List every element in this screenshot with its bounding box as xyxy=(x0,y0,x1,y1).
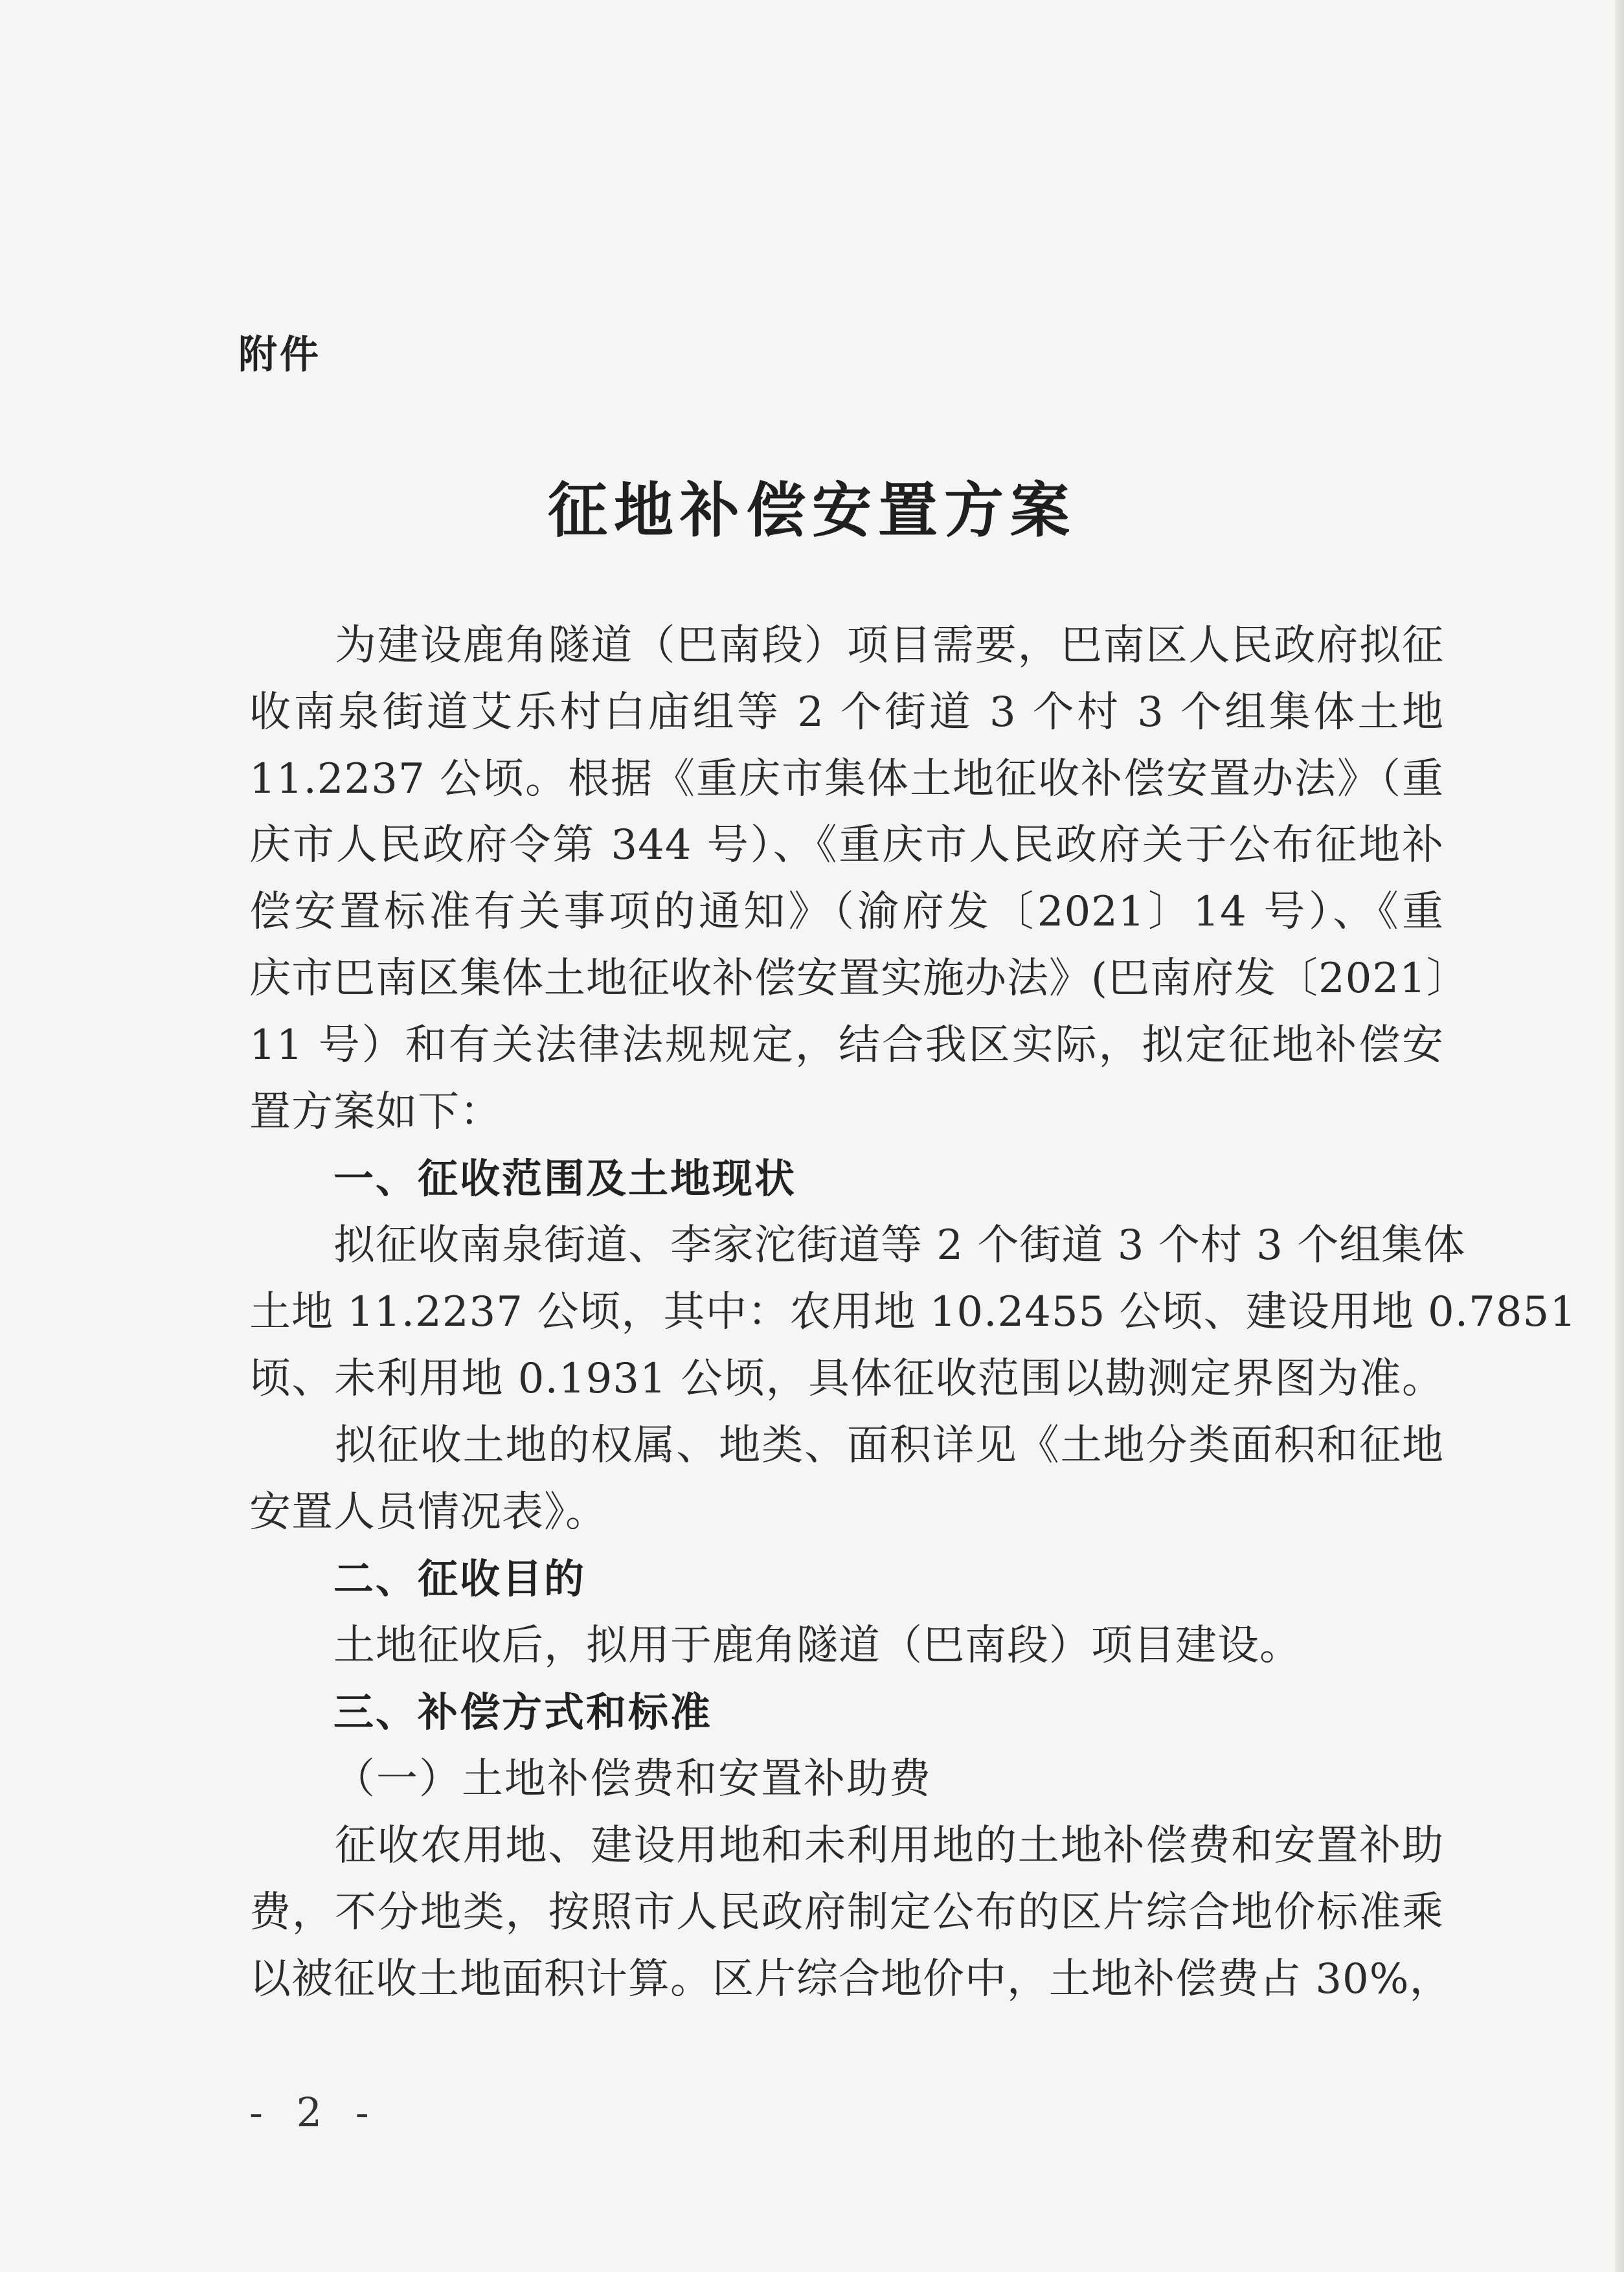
purpose-line: 土地征收后，拟用于鹿角隧道（巴南段）项目建设。 xyxy=(249,1622,1302,1670)
section-heading-3: 三、补偿方式和标准 xyxy=(333,1688,713,1736)
scope-line: 土地 11.2237 公顷，其中：农用地 10.2455 公顷、建设用地 0.7851 xyxy=(249,1288,1577,1336)
intro-line: 庆市人民政府令第 344 号）、《重庆市人民政府关于公布征地补 xyxy=(249,821,1444,869)
intro-line: 收南泉街道艾乐村白庙组等 2 个街道 3 个村 3 个组集体土地 xyxy=(249,688,1444,736)
intro-line: 偿安置标准有关事项的通知》（渝府发〔2021〕14 号）、《重 xyxy=(249,888,1444,936)
compensation-line: 费，不分地类，按照市人民政府制定公布的区片综合地价标准乘 xyxy=(249,1889,1444,1937)
scope-line: 顷、未利用地 0.1931 公顷，具体征收范围以勘测定界图为准。 xyxy=(249,1355,1444,1403)
intro-line: 庆市巴南区集体土地征收补偿安置实施办法》(巴南府发〔2021〕 xyxy=(249,955,1469,1003)
compensation-line: 征收农用地、建设用地和未利用地的土地补偿费和安置补助 xyxy=(249,1822,1444,1870)
page-number: - 2 - xyxy=(249,2089,379,2136)
compensation-line: 以被征收土地面积计算。区片综合地价中，土地补偿费占 30%， xyxy=(249,1955,1452,2003)
intro-line: 11.2237 公顷。根据《重庆市集体土地征收补偿安置办法》（重 xyxy=(249,755,1444,803)
intro-line: 11 号）和有关法律法规规定，结合我区实际，拟定征地补偿安 xyxy=(249,1021,1444,1069)
ownership-line: 拟征收土地的权属、地类、面积详见《土地分类面积和征地 xyxy=(249,1422,1444,1470)
attachment-label: 附件 xyxy=(238,332,321,378)
scope-line: 拟征收南泉街道、李家沱街道等 2 个街道 3 个村 3 个组集体 xyxy=(249,1221,1466,1269)
document-title: 征地补偿安置方案 xyxy=(547,475,1076,545)
section-heading-2: 二、征收目的 xyxy=(333,1555,587,1602)
intro-line: 为建设鹿角隧道（巴南段）项目需要，巴南区人民政府拟征 xyxy=(249,622,1444,670)
ownership-line: 安置人员情况表》。 xyxy=(249,1488,607,1536)
scan-edge xyxy=(1615,0,1624,2272)
intro-line: 置方案如下： xyxy=(249,1088,502,1136)
subsection-heading: （一）土地补偿费和安置补助费 xyxy=(333,1755,932,1803)
section-heading-1: 一、征收范围及土地现状 xyxy=(333,1155,797,1202)
